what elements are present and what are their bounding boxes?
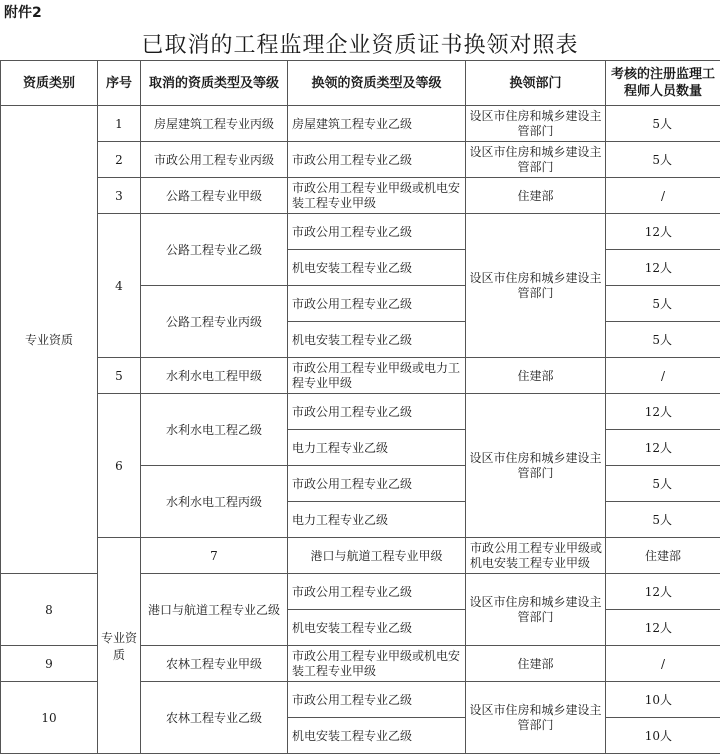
cancelled-cell: 公路工程专业甲级 bbox=[141, 178, 288, 214]
table-row bbox=[1, 106, 720, 142]
department-cell: 设区市住房和城乡建设主管部门 bbox=[466, 682, 606, 754]
count-cell: / bbox=[606, 358, 720, 394]
qualification-table bbox=[0, 60, 720, 754]
table-row bbox=[1, 178, 720, 214]
page-title: 已取消的工程监理企业资质证书换领对照表 bbox=[0, 28, 720, 59]
count-cell: 10人 bbox=[606, 718, 720, 754]
exchanged-cell: 市政公用工程专业乙级 bbox=[288, 574, 466, 610]
count-cell: 5人 bbox=[606, 142, 720, 178]
count-cell: 5人 bbox=[606, 322, 720, 358]
cancelled-cell: 港口与航道工程专业甲级 bbox=[288, 538, 466, 574]
header-seq: 序号 bbox=[98, 61, 141, 106]
header-department: 换领部门 bbox=[466, 61, 606, 106]
department-cell: 住建部 bbox=[466, 178, 606, 214]
cancelled-cell: 水利水电工程乙级 bbox=[141, 394, 288, 466]
count-cell: 5人 bbox=[606, 502, 720, 538]
header-cancelled: 取消的资质类型及等级 bbox=[141, 61, 288, 106]
seq-cell: 5 bbox=[98, 358, 141, 394]
department-cell: 住建部 bbox=[466, 358, 606, 394]
department-cell: 住建部 bbox=[606, 538, 720, 574]
department-cell: 设区市住房和城乡建设主管部门 bbox=[466, 394, 606, 538]
seq-cell: 3 bbox=[98, 178, 141, 214]
exchanged-cell: 市政公用工程专业乙级 bbox=[288, 142, 466, 178]
exchanged-cell: 电力工程专业乙级 bbox=[288, 430, 466, 466]
department-cell: 设区市住房和城乡建设主管部门 bbox=[466, 214, 606, 358]
header-count: 考核的注册监理工程师人员数量 bbox=[606, 61, 720, 106]
cancelled-cell: 市政公用工程专业丙级 bbox=[141, 142, 288, 178]
cancelled-cell: 农林工程专业甲级 bbox=[141, 646, 288, 682]
exchanged-cell: 机电安装工程专业乙级 bbox=[288, 718, 466, 754]
exchanged-cell: 机电安装工程专业乙级 bbox=[288, 610, 466, 646]
department-cell: 设区市住房和城乡建设主管部门 bbox=[466, 574, 606, 646]
cancelled-cell: 水利水电工程甲级 bbox=[141, 358, 288, 394]
count-cell: 12人 bbox=[606, 574, 720, 610]
seq-cell: 7 bbox=[141, 538, 288, 574]
table-row bbox=[1, 394, 720, 430]
exchanged-cell: 市政公用工程专业甲级或电力工程专业甲级 bbox=[288, 358, 466, 394]
exchanged-cell: 市政公用工程专业甲级或机电安装工程专业甲级 bbox=[288, 646, 466, 682]
department-cell: 住建部 bbox=[466, 646, 606, 682]
cancelled-cell: 港口与航道工程专业乙级 bbox=[141, 574, 288, 646]
count-cell: 5人 bbox=[606, 106, 720, 142]
count-cell: / bbox=[606, 646, 720, 682]
exchanged-cell: 电力工程专业乙级 bbox=[288, 502, 466, 538]
count-cell: 12人 bbox=[606, 214, 720, 250]
exchanged-cell: 市政公用工程专业乙级 bbox=[288, 466, 466, 502]
cancelled-cell: 水利水电工程丙级 bbox=[141, 466, 288, 538]
exchanged-cell: 机电安装工程专业乙级 bbox=[288, 322, 466, 358]
exchanged-cell: 房屋建筑工程专业乙级 bbox=[288, 106, 466, 142]
header-category: 资质类别 bbox=[1, 61, 98, 106]
seq-cell: 9 bbox=[1, 646, 98, 682]
cancelled-cell: 房屋建筑工程专业丙级 bbox=[141, 106, 288, 142]
header-exchanged: 换领的资质类型及等级 bbox=[288, 61, 466, 106]
exchanged-cell: 市政公用工程专业乙级 bbox=[288, 394, 466, 430]
count-cell: / bbox=[606, 178, 720, 214]
count-cell: 12人 bbox=[606, 430, 720, 466]
department-cell: 设区市住房和城乡建设主管部门 bbox=[466, 106, 606, 142]
table-row bbox=[1, 214, 720, 250]
category-cell: 专业资质 bbox=[98, 538, 141, 754]
seq-cell: 8 bbox=[1, 574, 98, 646]
table-row bbox=[1, 142, 720, 178]
exchanged-cell: 市政公用工程专业乙级 bbox=[288, 682, 466, 718]
count-cell: 5人 bbox=[606, 466, 720, 502]
count-cell: 12人 bbox=[606, 610, 720, 646]
cancelled-cell: 公路工程专业乙级 bbox=[141, 214, 288, 286]
seq-cell: 1 bbox=[98, 106, 141, 142]
department-cell: 设区市住房和城乡建设主管部门 bbox=[466, 142, 606, 178]
cancelled-cell: 公路工程专业丙级 bbox=[141, 286, 288, 358]
annex-label: 附件2 bbox=[4, 2, 42, 22]
seq-cell: 2 bbox=[98, 142, 141, 178]
seq-cell: 10 bbox=[1, 682, 98, 754]
table-row bbox=[1, 358, 720, 394]
seq-cell: 6 bbox=[98, 394, 141, 538]
exchanged-cell: 市政公用工程专业乙级 bbox=[288, 286, 466, 322]
cancelled-cell: 农林工程专业乙级 bbox=[141, 682, 288, 754]
table-row bbox=[1, 538, 720, 574]
exchanged-cell: 市政公用工程专业甲级或机电安装工程专业甲级 bbox=[288, 178, 466, 214]
count-cell: 10人 bbox=[606, 682, 720, 718]
table-header-row bbox=[1, 61, 720, 106]
category-cell: 专业资质 bbox=[1, 106, 98, 574]
count-cell: 12人 bbox=[606, 394, 720, 430]
exchanged-cell: 市政公用工程专业甲级或机电安装工程专业甲级 bbox=[466, 538, 606, 574]
count-cell: 12人 bbox=[606, 250, 720, 286]
count-cell: 5人 bbox=[606, 286, 720, 322]
seq-cell: 4 bbox=[98, 214, 141, 358]
exchanged-cell: 机电安装工程专业乙级 bbox=[288, 250, 466, 286]
exchanged-cell: 市政公用工程专业乙级 bbox=[288, 214, 466, 250]
